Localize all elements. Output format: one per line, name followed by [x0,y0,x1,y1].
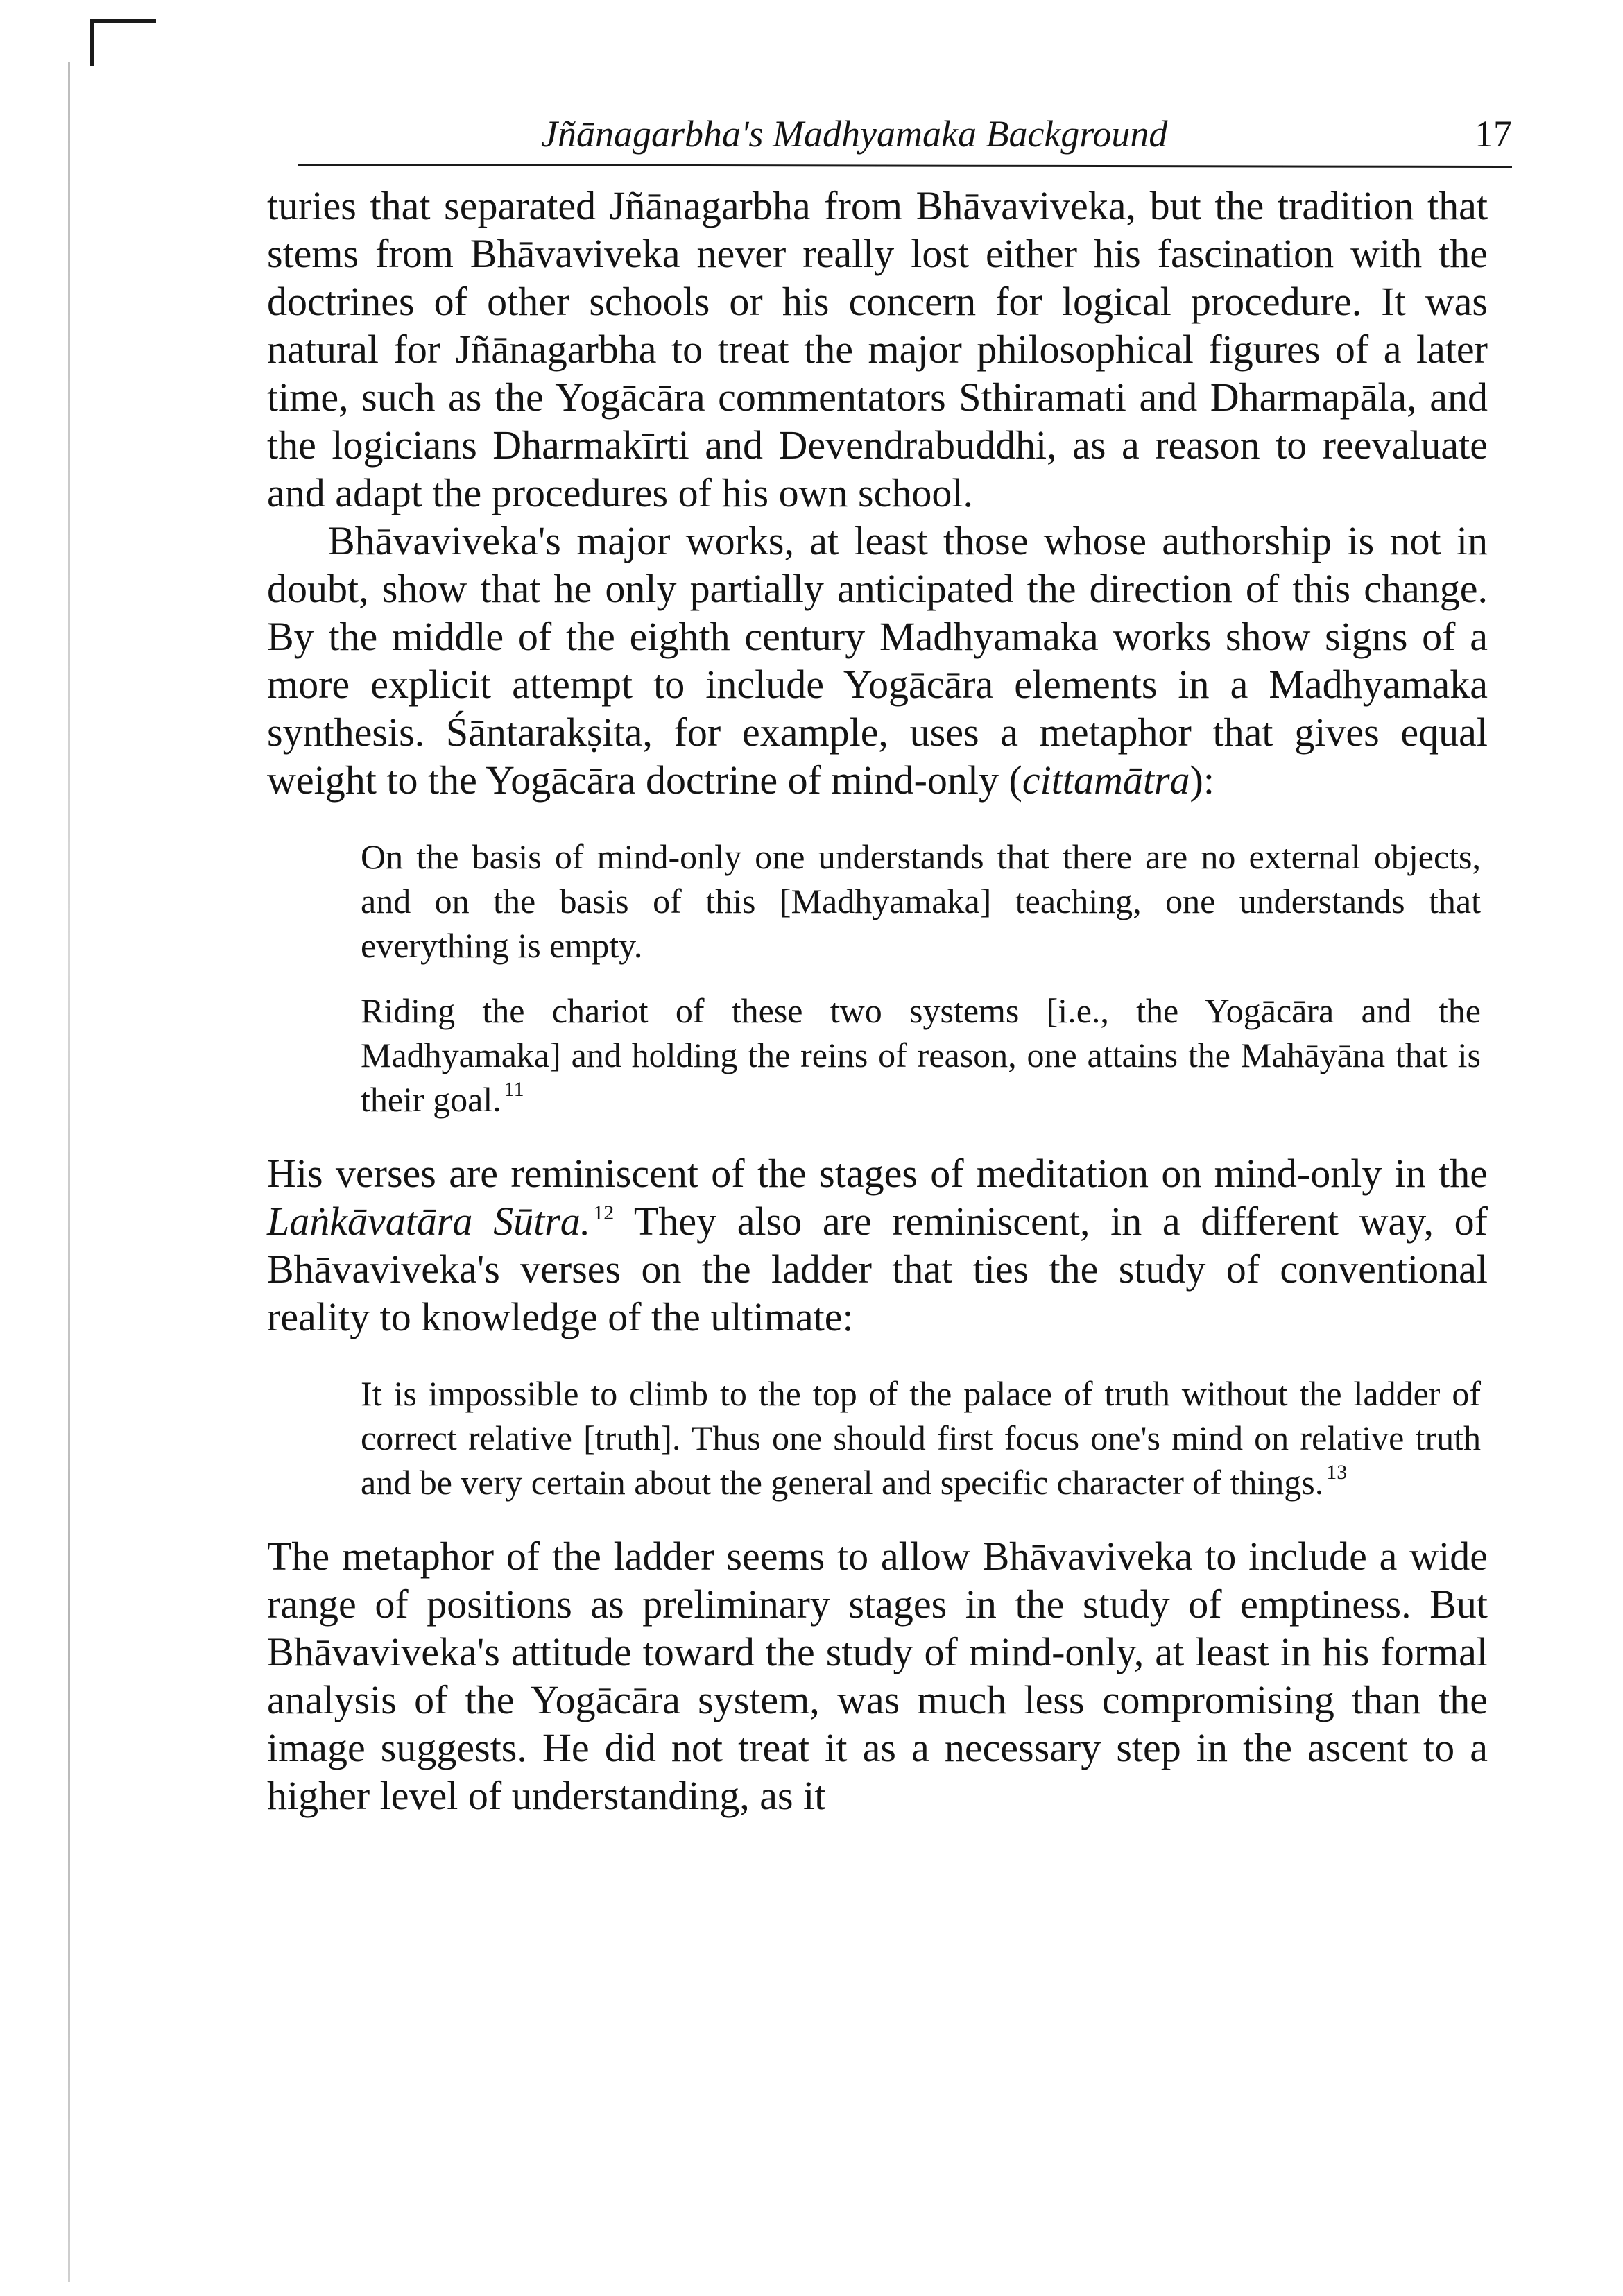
page-binding-edge [68,62,70,2282]
running-head: Jñānagarbha's Madhyamaka Background [541,113,1168,155]
quote-1-part-b-text: Riding the chariot of these two systems [i.e., the Yogācāra and the Madhyamaka] and holding the reins of reason, one attains the Mahāyāna that is their goal. [361,991,1481,1119]
quote-2 [361,1371,1481,1505]
footnote-ref-11: 11 [504,1078,524,1101]
paragraph-3-end: They also are reminiscent, in a different way, of Bhāvaviveka's verses on the ladder that ties the study of conventional reality to knowledge of the ultimate: [267,1199,1488,1339]
scan-corner-mark [90,19,156,66]
paragraph-4: The metaphor of the ladder seems to allow Bhāvaviveka to include a wide range of positions as preliminary stages in the study of emptiness. But Bhāvaviveka's attitude toward the study of mind-only, at least in his formal analysis of the Yogācāra system, was much less compromising than the image suggests. He did not treat it as a necessary step in the ascent to a higher level of understanding, as it [267,1534,1488,1818]
block-quote-santaraksita [361,834,1481,1122]
paragraph-1: turies that separated Jñānagarbha from Bhāvaviveka, but the tradition that stems from Bhāvaviveka never really lost either his fascination with the doctrines of other schools or his concern for logical procedure. It was natural for Jñānagarbha to treat the major philosophical figures of a later time, such as the Yogācāra commentators Sthiramati and Dharmapāla, and the logicians Dharmakīrti and Devendrabuddhi, as a reason to reevaluate and adapt the procedures of his own school. [267,183,1488,515]
quote-1-part-b [361,988,1481,1122]
block-quote-bhavaviveka [361,1371,1481,1505]
lankavatara-title: Laṅkāvatāra Sūtra. [267,1199,591,1244]
paragraph-3-start: His verses are reminiscent of the stages of meditation on mind-only in the [267,1151,1488,1196]
paragraph-2-text: Bhāvaviveka's major works, at least those whose authorship is not in doubt, show that he only partially anticipated the direction of this change. By the middle of the eighth century Madhyamaka works show signs of a more explicit attempt to include Yogācāra elements in a Madhyamaka synthesis. Śāntarakṣita, for example, uses a metaphor that gives equal weight to the Yogācāra doctrine of mind-only ( [267,518,1488,803]
quote-1-part-a: On the basis of mind-only one understands that there are no external objects, and on the basis of this [Madhyamaka] teaching, one understands that everything is empty. [361,837,1481,965]
quote-2-text: It is impossible to climb to the top of the palace of truth without the ladder of correct relative [truth]. Thus one should first focus one's mind on relative truth and be very certain about the general and specific character of things. [361,1374,1481,1502]
page-header [291,110,1512,158]
page-body [267,182,1488,1819]
cittamatra-term: cittamātra [1022,757,1190,803]
footnote-ref-13: 13 [1326,1461,1348,1484]
header-rule [298,164,1512,168]
paragraph-3 [267,1149,1488,1341]
page-number: 17 [1475,113,1512,155]
footnote-ref-12: 12 [593,1201,615,1224]
paragraph-2 [267,517,1488,804]
paragraph-2-end: ): [1190,757,1214,803]
